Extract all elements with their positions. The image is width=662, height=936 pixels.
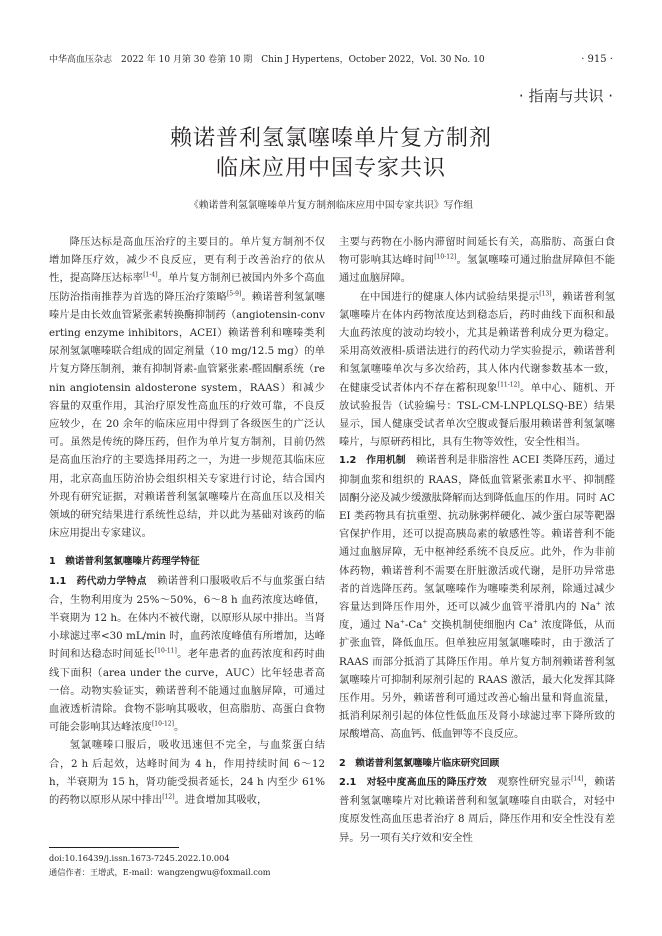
journal-citation: 中华高血压杂志 2022 年 10 月第 30 卷第 10 期 Chin J Hypertens，October 2022，Vol. 30 No. 10	[49, 55, 485, 65]
citation: [12]	[162, 793, 175, 801]
superscript: +	[532, 618, 538, 626]
efficacy-paragraph	[339, 773, 615, 847]
corresponding-author: 通信作者：王增武，E-mail：wangzengwu@foxmail.com	[49, 867, 271, 877]
doi: doi:10.16439/j.issn.1673-7245.2022.10.004	[49, 853, 230, 863]
subsection-heading-1-2: 1.2 作用机制	[339, 455, 406, 467]
mech-text-3: -Ca	[404, 619, 423, 632]
right-column	[339, 233, 615, 903]
intro-text-3: 。赖诺普利氢氯噻嗪片是由长效血管紧张素转换酶抑制药（angiotensin-converting enzyme inhibitors，ACEI）赖诺普利和噻嗪类利尿剂氢氯噻嗪联合组成的固定剂量（10 mg/12.5 mg）的单片复方降压制剂，兼有抑制肾素-血管紧张素-醛固酮系统（renin angiotensin aldosterone system，RAAS）和减少容量的双重作用，其治疗原发性高血压的疗效可靠，不良反应较少，在 20 余年的临床应用中得到了各级医生的广泛认可。虽然是传统的降压药，但作为单片复方制剂，目前仍然是高血压治疗的主要选择用药之一，为进一步规范其临床应用，北京高血压防治协会组织相关专家进行讨论，结合国内外现有研究证据，对赖诺普利氢氯噻嗪片在高血压以及相关领域的研究结果进行系统性总结，并以此为基础对该药的临床应用提出专家建议。	[49, 290, 325, 540]
author-group: 《赖诺普利氢氯噻嗪单片复方制剂临床应用中国专家共识》写作组	[188, 200, 474, 211]
hctz-text-1: 氢氯噻嗪口服后，吸收迅速但不完全，与血浆蛋白结合，2 h 后起效，达峰时间为 4 h，作用持续时间 6～12 h，半衰期为 15 h，肾功能受损者延长，24 h 内至少 61% 的药物以原形从尿中排出	[49, 739, 325, 807]
intro-text-1: 降压达标是高血压治疗的主要目的。单片复方制剂不仅增加降压疗效，减少不良反应，更有利于改善治疗的依从性，提高降压达标率	[49, 236, 325, 285]
mech-text-2: 浓度，通过 Na	[339, 601, 615, 632]
subsection-heading-2-1: 2.1 对轻中度高血压的降压疗效	[339, 776, 487, 788]
superscript: +	[399, 618, 405, 626]
mech-text-4: 交换机制使细胞内 Ca	[427, 619, 533, 632]
citation: [11-12]	[497, 381, 520, 389]
section-heading-1: 1 赖诺普利氢氯噻嗪片药理学特征	[49, 556, 200, 568]
mech-text-1: 赖诺普利是非脂溶性 ACEI 类降压药，通过抑制血浆和组织的 RAAS，降低血管紧张素Ⅱ水平、抑制醛固酮分泌及减少缓激肽降解而达到降低血压的作用。同时 ACEI 类药物具有抗重塑、抗动脉粥样硬化、减少蛋白尿等靶器官保护作用，还可以提高胰岛素的敏感性等。赖诺普利不能通过血脑屏障，无中枢神经系统不良反应。此外，作为非前体药物，赖诺普利不需要在肝脏激活或代谢，是肝功异常患者的首选降压药。氢氯噻嗪作为噻嗪类利尿剂，除通过减少容量达到降压作用外，还可以减少血管平滑肌内的 Na	[339, 454, 615, 614]
section-tag: · 指南与共识 ·	[518, 87, 613, 105]
hctz-text-2: 。进食增加其吸收，	[174, 794, 268, 807]
eff-text-1: 观察性研究显示	[486, 775, 572, 788]
pharmacokinetics-paragraph	[49, 572, 325, 737]
intro-text-2: 。单片复方制剂已被国内外多个高血压防治指南推荐为首选的降压治疗策略	[49, 272, 325, 303]
citation: [13]	[539, 290, 552, 298]
continued-paragraph	[339, 233, 615, 288]
trial-text-2: ，赖诺普利氢氯噻嗪片在体内药物浓度达到稳态后，药时曲线下面积和最大血药浓度的波动均较小，尤其是赖诺普利成分更为稳定。采用高效液相-质谱法进行的药代动力学实验提示，赖诺普利和氢氯噻嗪单次与多次给药，其人体内代谢参数基本一致，在健康受试者体内不存在蓄积现象	[339, 290, 615, 394]
citation: [10-12]	[151, 720, 174, 728]
china-trial-paragraph	[339, 288, 615, 452]
running-head	[49, 53, 613, 67]
title-line-2: 临床应用中国专家共识	[215, 156, 446, 181]
pk-text-1: 赖诺普利口服吸收后不与血浆蛋白结合，生物利用度为 25%～50%，6～8 h 血药浓度达峰值，半衰期为 12 h。在体内不被代谢，以原形从尿中排出。当肾小球滤过率<30 mL/min 时，血药浓度峰值有所增加，达峰时间和达稳态时间延长	[49, 574, 325, 661]
footnote	[49, 851, 325, 879]
cont-text-2: 。氢氯噻嗪可通过胎盘屏障但不能通过血脑屏障。	[339, 254, 615, 285]
cont-text-1: 主要与药物在小肠内滞留时间延长有关，高脂肪、高蛋白食物可影响其达峰时间	[339, 236, 615, 267]
trial-text-1: 在中国进行的健康人体内试验结果提示	[359, 290, 540, 303]
eff-text-2: ，赖诺普利氢氯噻嗪片对比赖诺普利和氢氯噻嗪自由联合，对轻中度原发性高血压患者治疗 8 周后，降压作用和安全性没有差异。另一项有关疗效和安全性	[339, 775, 615, 844]
subsection-heading-1-1: 1.1 药代动力学特点	[49, 575, 147, 587]
citation: [10-12]	[434, 253, 457, 261]
citation: [10-11]	[154, 648, 177, 656]
superscript: +	[422, 618, 428, 626]
citation: [5-9]	[226, 290, 242, 298]
citation: [14]	[571, 775, 584, 783]
left-column	[49, 233, 325, 833]
section-heading-2: 2 赖诺普利氢氯噻嗪片临床研究回顾	[339, 757, 500, 769]
pk-text-3: 。	[173, 721, 185, 734]
page-number: · 915 ·	[581, 54, 613, 65]
intro-paragraph	[49, 233, 325, 542]
article-title	[49, 124, 613, 184]
pk-text-2: 。老年患者的血药浓度和药时曲线下面积（area under the curve，AUC）比年轻患者高一倍。动物实验证实，赖诺普利不能通过血脑屏障，可通过血液透析清除。食物不影响其吸收，但高脂肪、高蛋白食物可能会影响其达峰浓度	[49, 648, 325, 734]
trial-text-3: 。单中心、随机、开放试验报告（试验编号：TSL-CM-LNPLQLSQ-BE）结果显示，国人健康受试者单次空腹或餐后服用赖诺普利氢氯噻嗪片，与原研药相比，具有生物等效性，安全性相当。	[339, 381, 615, 449]
footnote-rule	[49, 847, 179, 848]
mech-text-5: 浓度降低，从而扩张血管，降低血压。但单独应用氢氯噻嗪时，由于激活了 RAAS 而部分抵消了其降压作用。单片复方制剂赖诺普利氢氯噻嗪片可抑制利尿剂引起的 RAAS 激活，最大化发挥其降压作用。另外，赖诺普利可通过改善心输出量和肾血流量，抵消利尿剂引起的体位性低血压及肾小球滤过率下降所致的尿酸增高、高血钙、低血钾等不良反应。	[339, 619, 615, 741]
title-line-1: 赖诺普利氢氯噻嗪单片复方制剂	[169, 126, 492, 151]
citation: [1-4]	[143, 271, 158, 279]
hctz-paragraph	[49, 736, 325, 809]
mechanism-paragraph	[339, 451, 615, 743]
superscript: +	[595, 600, 601, 608]
